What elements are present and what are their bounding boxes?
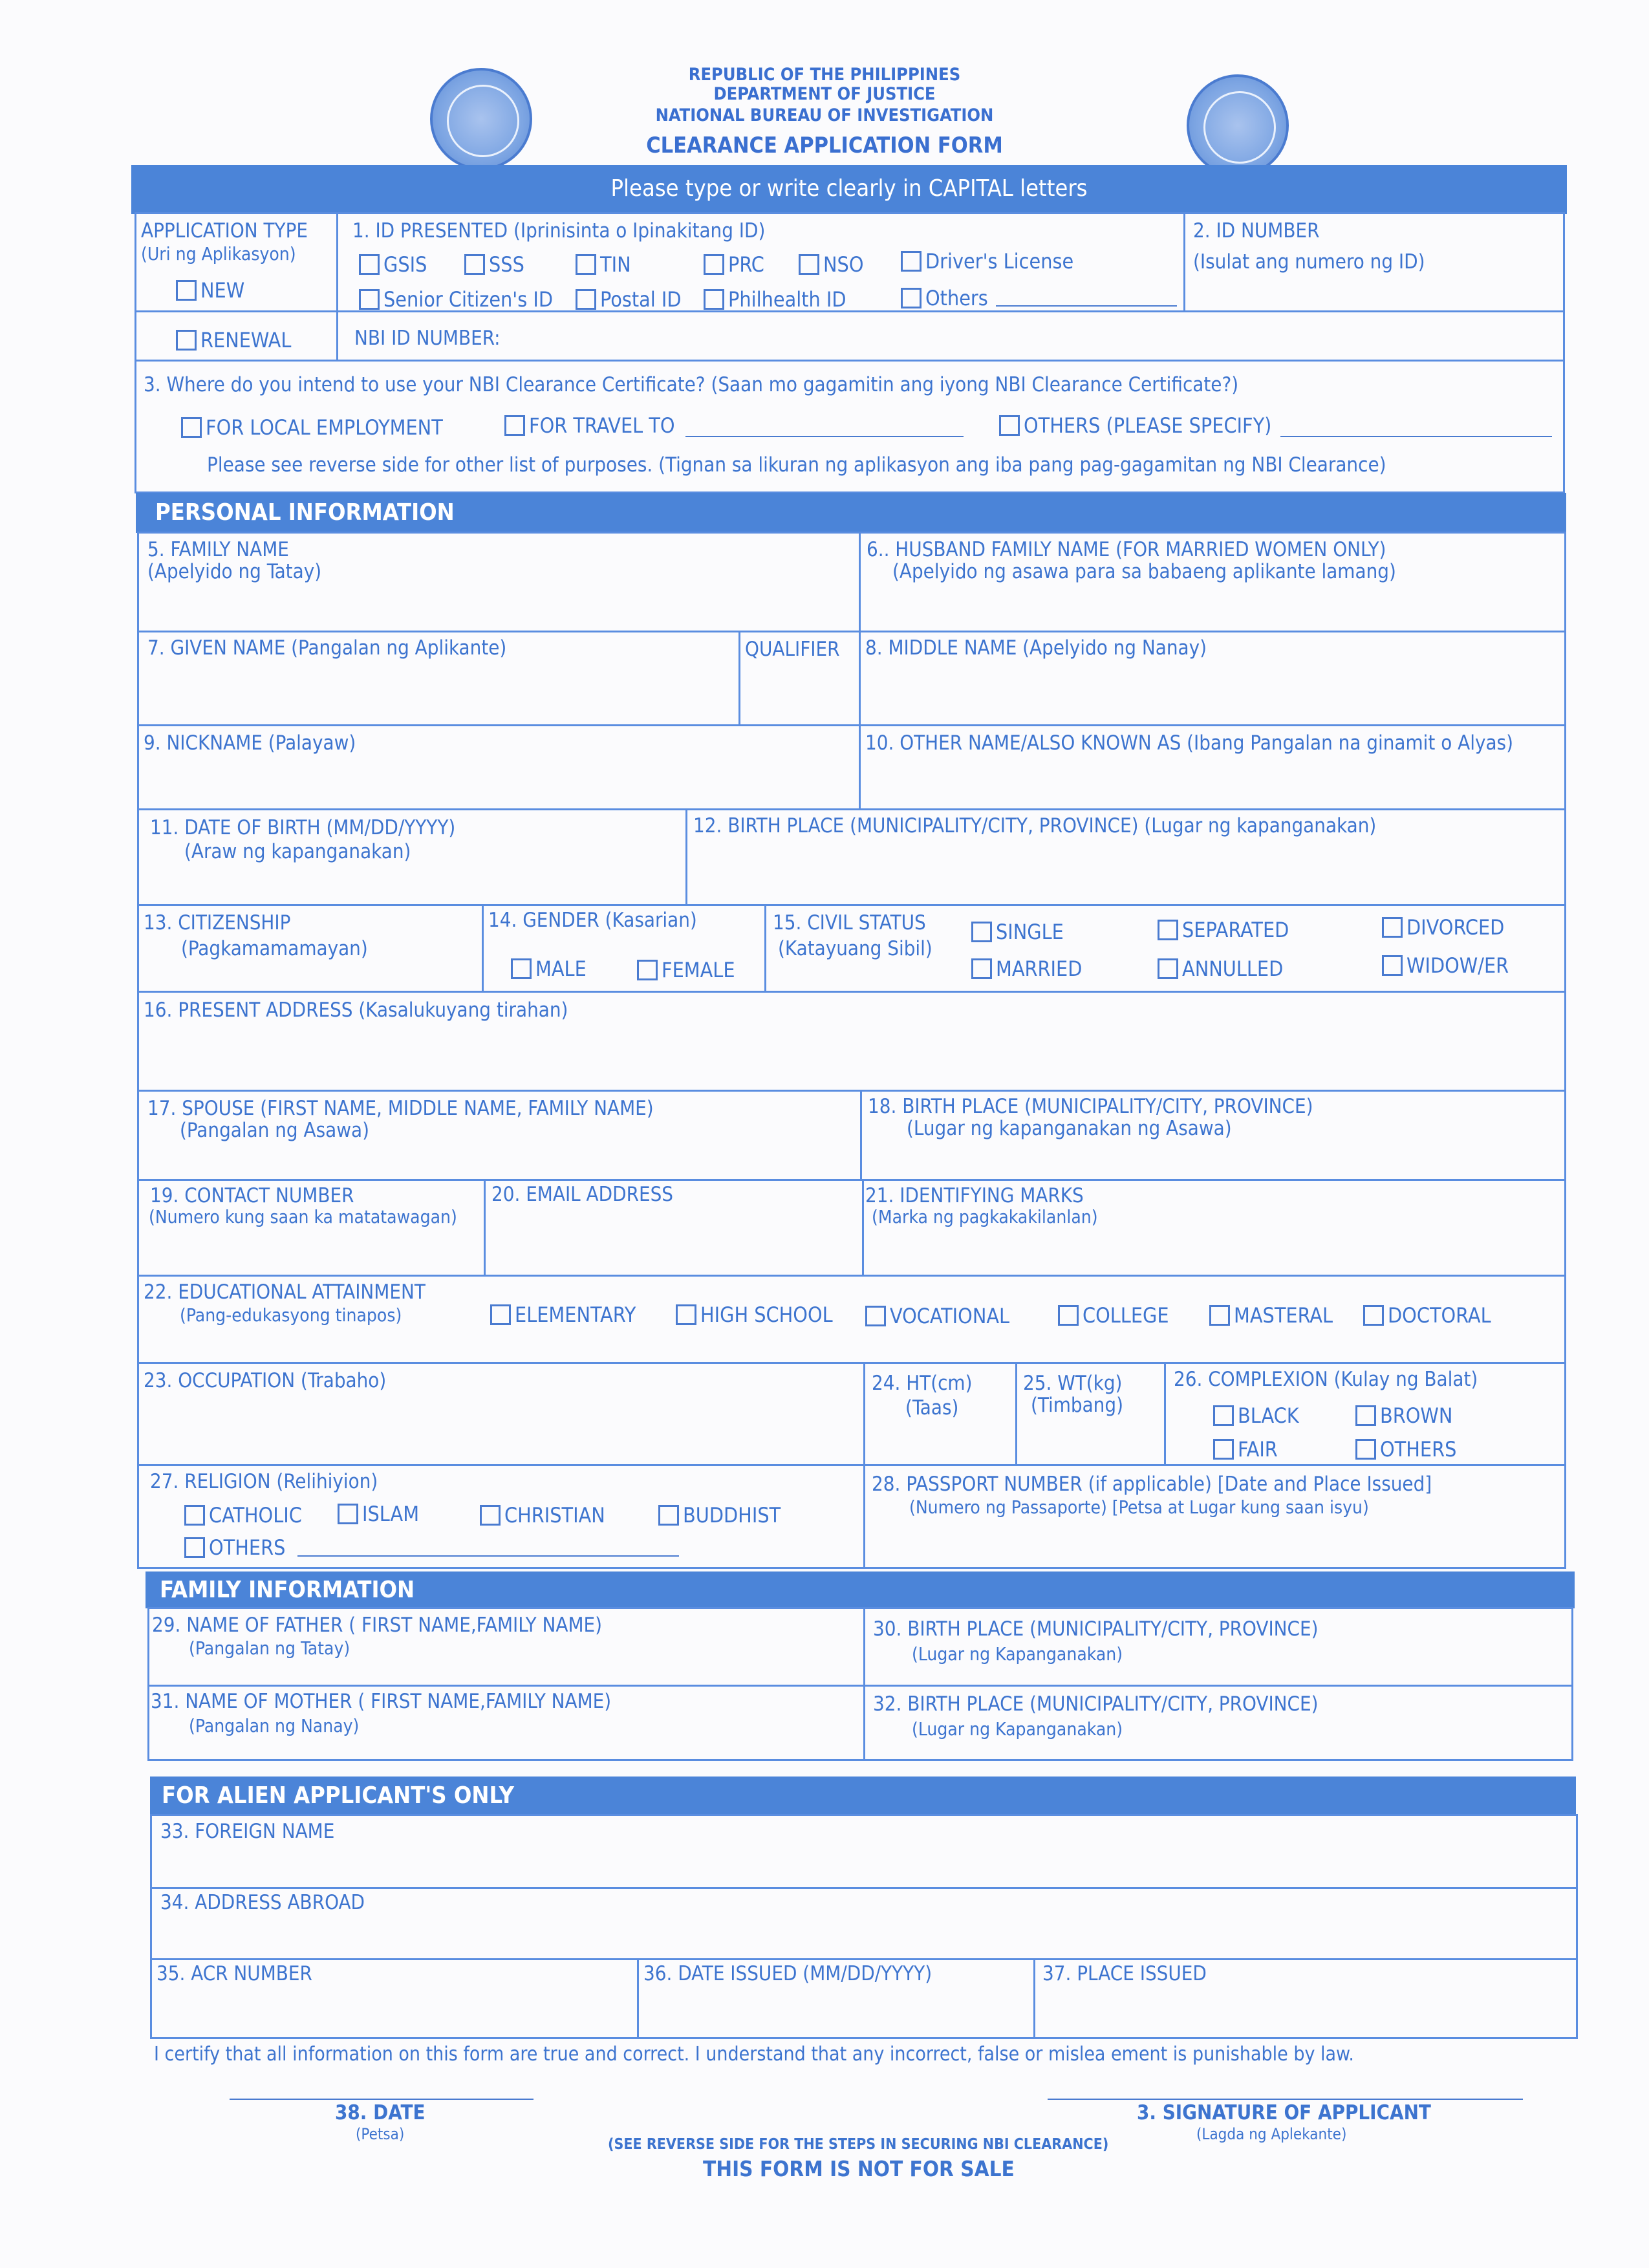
id-option-nso[interactable]: NSO bbox=[799, 251, 863, 277]
edu-vocational[interactable]: VOCATIONAL bbox=[865, 1302, 1009, 1328]
occupation-label: 23. OCCUPATION (Trabaho) bbox=[144, 1369, 387, 1392]
purpose-others-line[interactable] bbox=[1280, 436, 1552, 437]
id-others-checkbox[interactable] bbox=[901, 288, 921, 308]
religion-others-line[interactable] bbox=[297, 1555, 679, 1557]
religion-buddhist[interactable]: BUDDHIST bbox=[658, 1502, 781, 1528]
personal-info-bar bbox=[136, 493, 1566, 533]
divorced-checkbox[interactable] bbox=[1382, 917, 1403, 938]
id-option-gsis[interactable]: GSIS bbox=[359, 251, 427, 277]
spouse-birth-place-label: 18. BIRTH PLACE (MUNICIPALITY/CITY, PROVINCE) bbox=[868, 1095, 1313, 1118]
not-for-sale: THIS FORM IS NOT FOR SALE bbox=[703, 2156, 1015, 2181]
father-label: 29. NAME OF FATHER ( FIRST NAME,FAMILY NAME) bbox=[152, 1614, 603, 1637]
application-type-sub: (Uri ng Aplikasyon) bbox=[141, 243, 296, 265]
nbi-id-number-label: NBI ID NUMBER: bbox=[354, 327, 501, 350]
widow-checkbox[interactable] bbox=[1382, 955, 1403, 976]
religion-label: 27. RELIGION (Relihiyion) bbox=[150, 1470, 378, 1493]
civil-annulled[interactable]: ANNULLED bbox=[1158, 955, 1283, 981]
dob-label: 11. DATE OF BIRTH (MM/DD/YYYY) bbox=[150, 816, 456, 839]
mother-birth-label: 32. BIRTH PLACE (MUNICIPALITY/CITY, PROVINCE) bbox=[873, 1692, 1319, 1716]
civil-single[interactable]: SINGLE bbox=[971, 918, 1064, 944]
senior-checkbox[interactable] bbox=[359, 289, 380, 310]
alien-bar bbox=[150, 1777, 1576, 1815]
islam-checkbox[interactable] bbox=[338, 1504, 358, 1524]
citizenship-label: 13. CITIZENSHIP bbox=[144, 911, 291, 934]
new-checkbox[interactable] bbox=[176, 280, 197, 301]
id-option-prc[interactable]: PRC bbox=[704, 251, 764, 277]
complexion-others[interactable]: OTHERS bbox=[1355, 1436, 1456, 1462]
mother-birth-sub: (Lugar ng Kapanganakan) bbox=[912, 1718, 1123, 1740]
id-presented-label: 1. ID PRESENTED (Iprinisinta o Ipinakitang ID) bbox=[352, 219, 766, 243]
contact-sub: (Numero kung saan ka matatawagan) bbox=[149, 1206, 457, 1227]
separated-checkbox[interactable] bbox=[1158, 920, 1178, 940]
date-issued-label: 36. DATE ISSUED (MM/DD/YYYY) bbox=[643, 1962, 932, 1985]
nickname-label: 9. NICKNAME (Palayaw) bbox=[144, 731, 356, 755]
drivers-license-checkbox[interactable] bbox=[901, 251, 921, 272]
id-number-label: 2. ID NUMBER bbox=[1193, 219, 1320, 243]
instruction-bar bbox=[131, 165, 1567, 214]
marks-label: 21. IDENTIFYING MARKS bbox=[865, 1184, 1084, 1207]
philhealth-checkbox[interactable] bbox=[704, 289, 724, 310]
purpose-travel[interactable]: FOR TRAVEL TO bbox=[504, 412, 675, 438]
passport-sub: (Numero ng Passaporte) [Petsa at Lugar kung saan isyu) bbox=[909, 1496, 1369, 1518]
email-label: 20. EMAIL ADDRESS bbox=[491, 1183, 673, 1206]
local-employment-checkbox[interactable] bbox=[181, 417, 202, 438]
new-option[interactable]: NEW bbox=[176, 277, 244, 303]
edu-high-school[interactable]: HIGH SCHOOL bbox=[676, 1301, 833, 1327]
id-number-sub: (Isulat ang numero ng ID) bbox=[1193, 250, 1425, 274]
religion-others[interactable]: OTHERS bbox=[184, 1534, 285, 1560]
weight-label: 25. WT(kg) bbox=[1023, 1372, 1123, 1395]
personal-info-heading: PERSONAL INFORMATION bbox=[155, 499, 455, 526]
spouse-birth-place-sub: (Lugar ng kapanganakan ng Asawa) bbox=[907, 1117, 1232, 1140]
husband-family-name-sub: (Apelyido ng asawa para sa babaeng aplikante lamang) bbox=[892, 560, 1396, 583]
buddhist-checkbox[interactable] bbox=[658, 1505, 679, 1526]
gender-male[interactable]: MALE bbox=[511, 955, 587, 981]
catholic-checkbox[interactable] bbox=[184, 1505, 205, 1526]
date-label: 38. DATE bbox=[335, 2101, 426, 2124]
purpose-note: Please see reverse side for other list of purposes. (Tignan sa likuran ng aplikasyon ang iba pang pag-gagamitan ng NBI Clearance) bbox=[207, 453, 1386, 477]
date-sub: (Petsa) bbox=[356, 2125, 405, 2143]
place-issued-label: 37. PLACE ISSUED bbox=[1042, 1962, 1207, 1985]
travel-to-line[interactable] bbox=[685, 436, 964, 437]
civil-divorced[interactable]: DIVORCED bbox=[1382, 914, 1504, 940]
spouse-label: 17. SPOUSE (FIRST NAME, MIDDLE NAME, FAMILY NAME) bbox=[147, 1097, 654, 1120]
complexion-black[interactable]: BLACK bbox=[1213, 1402, 1299, 1428]
civil-married[interactable]: MARRIED bbox=[971, 955, 1082, 981]
edu-college[interactable]: COLLEGE bbox=[1058, 1302, 1169, 1328]
alien-box bbox=[150, 1814, 1578, 2039]
edu-elementary[interactable]: ELEMENTARY bbox=[490, 1301, 636, 1327]
nso-checkbox[interactable] bbox=[799, 254, 819, 275]
header-department: DEPARTMENT OF JUSTICE bbox=[713, 84, 936, 104]
signature-label: 3. SIGNATURE OF APPLICANT bbox=[1137, 2101, 1431, 2124]
masteral-checkbox[interactable] bbox=[1209, 1305, 1230, 1326]
family-name-label: 5. FAMILY NAME bbox=[147, 538, 289, 561]
gender-label: 14. GENDER (Kasarian) bbox=[488, 909, 697, 932]
elementary-checkbox[interactable] bbox=[490, 1304, 511, 1325]
header-republic: REPUBLIC OF THE PHILIPPINES bbox=[688, 65, 961, 85]
religion-others-checkbox[interactable] bbox=[184, 1537, 205, 1558]
male-checkbox[interactable] bbox=[511, 958, 532, 979]
middle-name-label: 8. MIDDLE NAME (Apelyido ng Nanay) bbox=[865, 636, 1207, 660]
id-option-drivers-license[interactable]: Driver's License bbox=[901, 248, 1073, 274]
civil-separated[interactable]: SEPARATED bbox=[1158, 916, 1289, 942]
id-option-others[interactable]: Others bbox=[901, 285, 988, 310]
purpose-others[interactable]: OTHERS (PLEASE SPECIFY) bbox=[999, 412, 1271, 438]
doctoral-checkbox[interactable] bbox=[1363, 1305, 1384, 1326]
education-sub: (Pang-edukasyong tinapos) bbox=[180, 1304, 402, 1326]
father-birth-label: 30. BIRTH PLACE (MUNICIPALITY/CITY, PROVINCE) bbox=[873, 1617, 1319, 1641]
father-sub: (Pangalan ng Tatay) bbox=[189, 1637, 350, 1659]
travel-checkbox[interactable] bbox=[504, 415, 525, 436]
religion-catholic[interactable]: CATHOLIC bbox=[184, 1502, 302, 1528]
family-info-heading: FAMILY INFORMATION bbox=[160, 1577, 415, 1603]
contact-label: 19. CONTACT NUMBER bbox=[150, 1184, 354, 1207]
education-label: 22. EDUCATIONAL ATTAINMENT bbox=[144, 1280, 426, 1304]
complexion-label: 26. COMPLEXION (Kulay ng Balat) bbox=[1174, 1368, 1478, 1391]
husband-family-name-label: 6.. HUSBAND FAMILY NAME (FOR MARRIED WOMEN ONLY) bbox=[867, 538, 1386, 561]
signature-line[interactable] bbox=[1048, 2099, 1523, 2100]
form-title: CLEARANCE APPLICATION FORM bbox=[646, 133, 1003, 158]
height-sub: (Taas) bbox=[905, 1396, 959, 1420]
edu-masteral[interactable]: MASTERAL bbox=[1209, 1302, 1333, 1328]
purpose-local[interactable]: FOR LOCAL EMPLOYMENT bbox=[181, 414, 443, 440]
id-option-senior[interactable]: Senior Citizen's ID bbox=[359, 286, 553, 312]
complexion-others-checkbox[interactable] bbox=[1355, 1439, 1376, 1460]
passport-label: 28. PASSPORT NUMBER (if applicable) [Date and Place Issued] bbox=[872, 1473, 1432, 1496]
alien-heading: FOR ALIEN APPLICANT'S ONLY bbox=[162, 1782, 514, 1809]
gsis-checkbox[interactable] bbox=[359, 254, 380, 275]
mother-label: 31. NAME OF MOTHER ( FIRST NAME,FAMILY NAME) bbox=[151, 1690, 612, 1713]
complexion-fair[interactable]: FAIR bbox=[1213, 1436, 1278, 1462]
postal-checkbox[interactable] bbox=[576, 289, 596, 310]
sss-checkbox[interactable] bbox=[464, 254, 485, 275]
edu-doctoral[interactable]: DOCTORAL bbox=[1363, 1302, 1491, 1328]
id-option-sss[interactable]: SSS bbox=[464, 251, 524, 277]
renewal-option[interactable]: RENEWAL bbox=[176, 327, 291, 352]
mother-sub: (Pangalan ng Nanay) bbox=[189, 1715, 360, 1736]
certification-text: I certify that all information on this form are true and correct. I understand that any incorrect, false or mislea ement is punishable by law. bbox=[154, 2043, 1354, 2066]
present-address-label: 16. PRESENT ADDRESS (Kasalukuyang tirahan) bbox=[144, 999, 568, 1022]
dob-sub: (Araw ng kapanganakan) bbox=[184, 840, 411, 863]
application-type-label: APPLICATION TYPE bbox=[141, 219, 308, 243]
personal-info-box bbox=[137, 532, 1566, 1569]
marks-sub: (Marka ng pagkakakilanlan) bbox=[872, 1206, 1098, 1227]
acr-label: 35. ACR NUMBER bbox=[156, 1962, 312, 1985]
birth-place-label: 12. BIRTH PLACE (MUNICIPALITY/CITY, PROVINCE) (Lugar ng kapanganakan) bbox=[693, 814, 1377, 837]
reverse-side-note: (SEE REVERSE SIDE FOR THE STEPS IN SECURING NBI CLEARANCE) bbox=[608, 2136, 1109, 2153]
instruction-text: Please type or write clearly in CAPITAL letters bbox=[610, 175, 1088, 202]
family-info-bar bbox=[146, 1571, 1575, 1608]
id-option-philhealth[interactable]: Philhealth ID bbox=[704, 286, 846, 312]
black-checkbox[interactable] bbox=[1213, 1405, 1234, 1426]
civil-widow[interactable]: WIDOW/ER bbox=[1382, 952, 1509, 978]
id-others-line[interactable] bbox=[996, 305, 1177, 307]
annulled-checkbox[interactable] bbox=[1158, 958, 1178, 979]
header-bureau: NATIONAL BUREAU OF INVESTIGATION bbox=[655, 105, 994, 125]
purpose-others-checkbox[interactable] bbox=[999, 415, 1020, 436]
other-name-label: 10. OTHER NAME/ALSO KNOWN AS (Ibang Pangalan na ginamit o Alyas) bbox=[865, 731, 1513, 755]
address-abroad-label: 34. ADDRESS ABROAD bbox=[160, 1891, 365, 1914]
single-checkbox[interactable] bbox=[971, 922, 992, 942]
brown-checkbox[interactable] bbox=[1355, 1405, 1376, 1426]
prc-checkbox[interactable] bbox=[704, 254, 724, 275]
family-name-sub: (Apelyido ng Tatay) bbox=[147, 560, 322, 583]
tin-checkbox[interactable] bbox=[576, 254, 596, 275]
id-option-tin[interactable]: TIN bbox=[576, 251, 631, 277]
given-name-label: 7. GIVEN NAME (Pangalan ng Aplikante) bbox=[147, 636, 507, 660]
fair-checkbox[interactable] bbox=[1213, 1439, 1234, 1460]
citizenship-sub: (Pagkamamamayan) bbox=[181, 937, 368, 960]
qualifier-label: QUALIFIER bbox=[745, 638, 840, 661]
weight-sub: (Timbang) bbox=[1031, 1394, 1123, 1417]
purpose-question: 3. Where do you intend to use your NBI Clearance Certificate? (Saan mo gagamitin ang iyong NBI Clearance Certificate?) bbox=[144, 373, 1239, 396]
gender-female[interactable]: FEMALE bbox=[637, 956, 735, 982]
female-checkbox[interactable] bbox=[637, 960, 658, 980]
spouse-sub: (Pangalan ng Asawa) bbox=[180, 1119, 369, 1142]
civil-status-label: 15. CIVIL STATUS bbox=[773, 911, 926, 934]
religion-christian[interactable]: CHRISTIAN bbox=[480, 1502, 605, 1528]
college-checkbox[interactable] bbox=[1058, 1305, 1079, 1326]
father-birth-sub: (Lugar ng Kapanganakan) bbox=[912, 1643, 1123, 1665]
civil-status-sub: (Katayuang Sibil) bbox=[778, 937, 932, 960]
height-label: 24. HT(cm) bbox=[872, 1372, 973, 1395]
foreign-name-label: 33. FOREIGN NAME bbox=[160, 1820, 335, 1843]
renewal-checkbox[interactable] bbox=[176, 330, 197, 351]
high-school-checkbox[interactable] bbox=[676, 1304, 696, 1325]
complexion-brown[interactable]: BROWN bbox=[1355, 1402, 1452, 1428]
id-option-postal[interactable]: Postal ID bbox=[576, 286, 682, 312]
signature-sub: (Lagda ng Aplekante) bbox=[1196, 2125, 1347, 2143]
religion-islam[interactable]: ISLAM bbox=[338, 1500, 419, 1526]
christian-checkbox[interactable] bbox=[480, 1505, 501, 1526]
married-checkbox[interactable] bbox=[971, 958, 992, 979]
date-line[interactable] bbox=[230, 2099, 534, 2100]
vocational-checkbox[interactable] bbox=[865, 1306, 886, 1326]
